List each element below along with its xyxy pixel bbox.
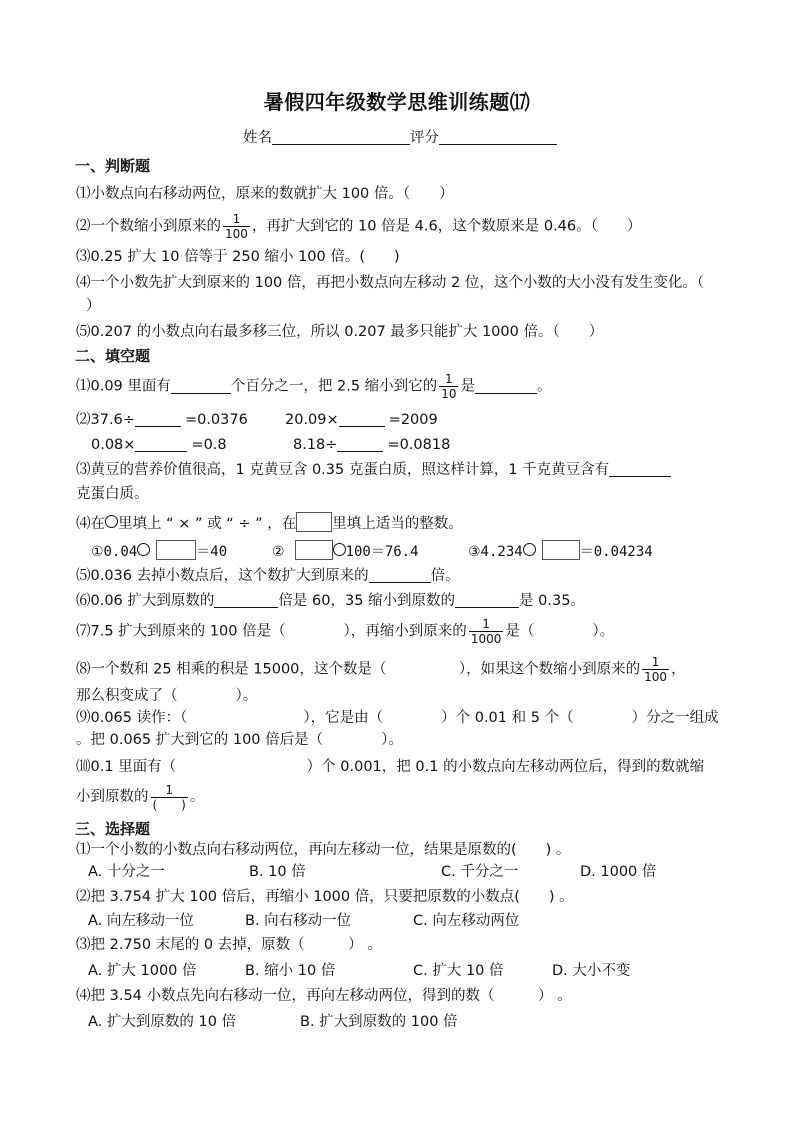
answer-blank[interactable] [171, 377, 231, 394]
answer-blank[interactable] [475, 377, 537, 394]
fill-q4-item2 [272, 540, 419, 562]
fill-q2-row2-right [293, 435, 450, 455]
fill-q4-item2-b: 100＝76.4 [345, 544, 419, 560]
fill-q10-line2 [76, 780, 204, 814]
answer-blank[interactable] [135, 410, 181, 427]
name-field[interactable] [272, 128, 410, 145]
fill-q2-eq4-a: 8.18÷ [293, 437, 338, 453]
fill-q4-item2-a: ② [272, 544, 285, 560]
choice-q1-option-d[interactable]: D. 1000 倍 [580, 864, 657, 880]
choice-q3: ⑶把 2.750 末尾的 0 去掉，原数（ ） 。 [76, 937, 382, 953]
fill-q1-text-a: ⑴0.09 里面有 [76, 378, 171, 395]
fill-q1 [76, 372, 551, 401]
answer-blank[interactable] [337, 435, 383, 452]
fill-q4-item1-a: ①0.04 [91, 544, 138, 560]
fill-q2-eq2-a: 20.09× [285, 412, 339, 428]
choice-q2-option-b[interactable]: B. 向右移动一位 [245, 913, 352, 929]
fraction [223, 212, 250, 241]
fill-q7 [76, 617, 614, 646]
operator-circle[interactable] [137, 543, 150, 556]
fill-q10-line1: ⑽0.1 里面有（ ）个 0.001，把 0.1 的小数点向左移动两位后，得到的数就缩 [76, 759, 705, 775]
integer-box[interactable] [295, 540, 333, 560]
score-field[interactable] [439, 128, 557, 145]
fill-q3-line1 [76, 460, 671, 480]
fraction-numerator: 1 [482, 617, 490, 631]
operator-circle[interactable] [523, 543, 536, 556]
section-choice-heading: 三、选择题 [75, 820, 151, 838]
fill-q4-item3-b: ＝0.04234 [579, 544, 653, 560]
fraction [642, 655, 669, 684]
integer-box[interactable] [156, 540, 196, 560]
fill-q10-text-b: 小到原数的 [76, 789, 149, 805]
fill-q1-text-b: 个百分之一，把 2.5 缩小到它的 [230, 378, 438, 395]
choice-q4-option-a[interactable]: A. 扩大到原数的 10 倍 [88, 1014, 237, 1030]
fraction-denominator: 100 [225, 227, 248, 241]
fraction [469, 617, 504, 646]
fill-q6-text-c: 是 0.35。 [519, 593, 585, 609]
fill-q2-eq2-b: =2009 [388, 412, 438, 428]
fill-q4-item1-b: ＝40 [196, 544, 228, 560]
section-fill-heading: 二、填空题 [75, 347, 151, 365]
fill-q1-text-d: 。 [536, 378, 552, 395]
fill-q8-line1 [76, 655, 686, 684]
fraction-denominator-blank[interactable]: ( ) [152, 797, 186, 812]
fill-q5-text-a: ⑸0.036 去掉小数点后，这个数扩大到原来的 [76, 568, 369, 584]
choice-q1: ⑴一个小数的小数点向右移动两位，再向左移动一位，结果是原数的( ) 。 [76, 842, 571, 858]
fill-q5 [76, 566, 460, 586]
fill-q2-row1-right [285, 410, 438, 430]
fill-q7-text-a: ⑺7.5 扩大到原来的 100 倍是（ ），再缩小到原来的 [76, 623, 467, 640]
fill-q9-line2: 。把 0.065 扩大到它的 100 倍后是（ ）。 [76, 732, 403, 748]
choice-q2: ⑵把 3.754 扩大 100 倍后，再缩小 1000 倍，只要把原数的小数点( ) 。 [76, 889, 574, 905]
choice-q2-option-a[interactable]: A. 向左移动一位 [88, 913, 194, 929]
score-label: 评分 [410, 130, 439, 146]
fraction-numerator: 1 [445, 372, 453, 386]
fill-q2-row1 [76, 410, 248, 430]
fraction-numerator: 1 [232, 212, 241, 226]
answer-blank[interactable] [609, 460, 671, 477]
fill-q4-item3-a: ③4.234 [468, 544, 523, 560]
answer-blank[interactable] [339, 410, 385, 427]
fraction-denominator: 100 [644, 670, 668, 684]
fill-q7-text-b: 是（ ）。 [505, 623, 615, 640]
fill-q1-text-c: 是 [460, 378, 475, 395]
fill-q8-text-b: ， [671, 661, 686, 678]
fill-q5-text-b: 倍。 [430, 568, 460, 584]
student-info-line [243, 128, 557, 148]
fraction-denominator: 1000 [470, 632, 502, 646]
fill-q4-items [91, 540, 227, 562]
fill-q2-eq1-b: =0.0376 [184, 412, 248, 428]
section-judge-heading: 一、判断题 [75, 157, 151, 175]
fill-q6 [76, 591, 585, 611]
fraction-numerator: 1 [165, 782, 173, 797]
answer-blank[interactable] [135, 435, 187, 452]
choice-q2-option-c[interactable]: C. 向左移动两位 [413, 913, 520, 929]
fill-q4-text-c: 里填上适当的整数。 [332, 516, 463, 532]
judge-q2 [76, 212, 641, 241]
choice-q1-option-c[interactable]: C. 千分之一 [441, 864, 519, 880]
judge-q5: ⑸0.207 的小数点向右最多移三位，所以 0.207 最多只能扩大 1000 倍。（ ） [76, 324, 604, 340]
judge-q4-line1: ⑷一个小数先扩大到原来的 100 倍，再把小数点向左移动 2 位，这个小数的大小没有发生变化。（ [76, 275, 705, 291]
judge-q2-text-b: ，再扩大到它的 10 倍是 4.6，这个数原来是 0.46。（ ） [251, 218, 642, 235]
judge-q2-text-a: ⑵一个数缩小到原来的 [76, 218, 221, 235]
judge-q1: ⑴小数点向右移动两位，原来的数就扩大 100 倍。（ ） [76, 186, 454, 202]
fill-q10-text-c: 。 [189, 789, 205, 805]
fill-q8-line2: 那么积变成了（ ）。 [76, 688, 258, 704]
fill-q2-row2 [91, 435, 227, 455]
circle-icon [105, 515, 118, 528]
judge-q3: ⑶0.25 扩大 10 倍等于 250 缩小 100 倍。( ) [76, 249, 400, 265]
fill-q6-text-a: ⑹0.06 扩大到原数的 [76, 593, 215, 609]
fill-q2-eq4-b: =0.0818 [387, 437, 451, 453]
operator-circle[interactable] [333, 543, 346, 556]
choice-q3-option-b[interactable]: B. 缩小 10 倍 [245, 963, 336, 979]
fraction-numerator: 1 [651, 655, 660, 669]
fill-q3-text-a: ⑶黄豆的营养价值很高，1 克黄豆含 0.35 克蛋白质，照这样计算，1 千克黄豆含有 [76, 462, 610, 478]
judge-q4-line2: ） [86, 298, 101, 314]
page-title: 暑假四年级数学思维训练题⒄ [263, 90, 531, 114]
integer-box[interactable] [542, 540, 580, 560]
answer-blank[interactable] [214, 591, 278, 608]
choice-q4: ⑷把 3.54 小数点先向右移动一位，再向左移动两位，得到的数（ ） 。 [76, 988, 572, 1004]
fill-q8-text-a: ⑻一个数和 25 相乘的积是 15000，这个数是（ ），如果这个数缩小到原来的 [76, 661, 641, 678]
choice-q1-option-b[interactable]: B. 10 倍 [249, 864, 306, 880]
answer-blank[interactable] [455, 591, 519, 608]
fill-q2-eq3-a: 0.08× [91, 437, 136, 453]
fill-q2-eq1-a: ⑵37.6÷ [76, 412, 135, 428]
answer-blank[interactable] [369, 566, 431, 583]
choice-q3-option-a[interactable]: A. 扩大 1000 倍 [88, 963, 197, 979]
fill-q4-instruction [76, 512, 463, 534]
fraction-denominator: 10 [441, 387, 457, 401]
fill-q3-line2: 克蛋白质。 [76, 486, 149, 502]
choice-q4-option-b[interactable]: B. 扩大到原数的 100 倍 [300, 1014, 458, 1030]
fill-q4-text-b: 里填上 “ × ” 或 “ ÷ ” ，在 [118, 516, 297, 532]
square-box-icon [296, 512, 332, 532]
fill-q4-text-a: ⑷在 [76, 516, 105, 532]
name-label: 姓名 [243, 130, 272, 146]
choice-q3-option-d[interactable]: D. 大小不变 [552, 963, 631, 979]
fill-q4-item3 [468, 540, 653, 562]
choice-q3-option-c[interactable]: C. 扩大 10 倍 [413, 963, 504, 979]
fill-q9-line1: ⑼0.065 读作：（ ），它是由（ ）个 0.01 和 5 个（ ）分之一组成 [76, 710, 719, 726]
choice-q1-option-a[interactable]: A. 十分之一 [88, 864, 165, 880]
fill-q2-eq3-b: =0.8 [191, 437, 227, 453]
fill-q6-text-b: 倍是 60，35 缩小到原数的 [278, 593, 456, 609]
fraction [151, 783, 188, 812]
fraction [439, 372, 458, 401]
